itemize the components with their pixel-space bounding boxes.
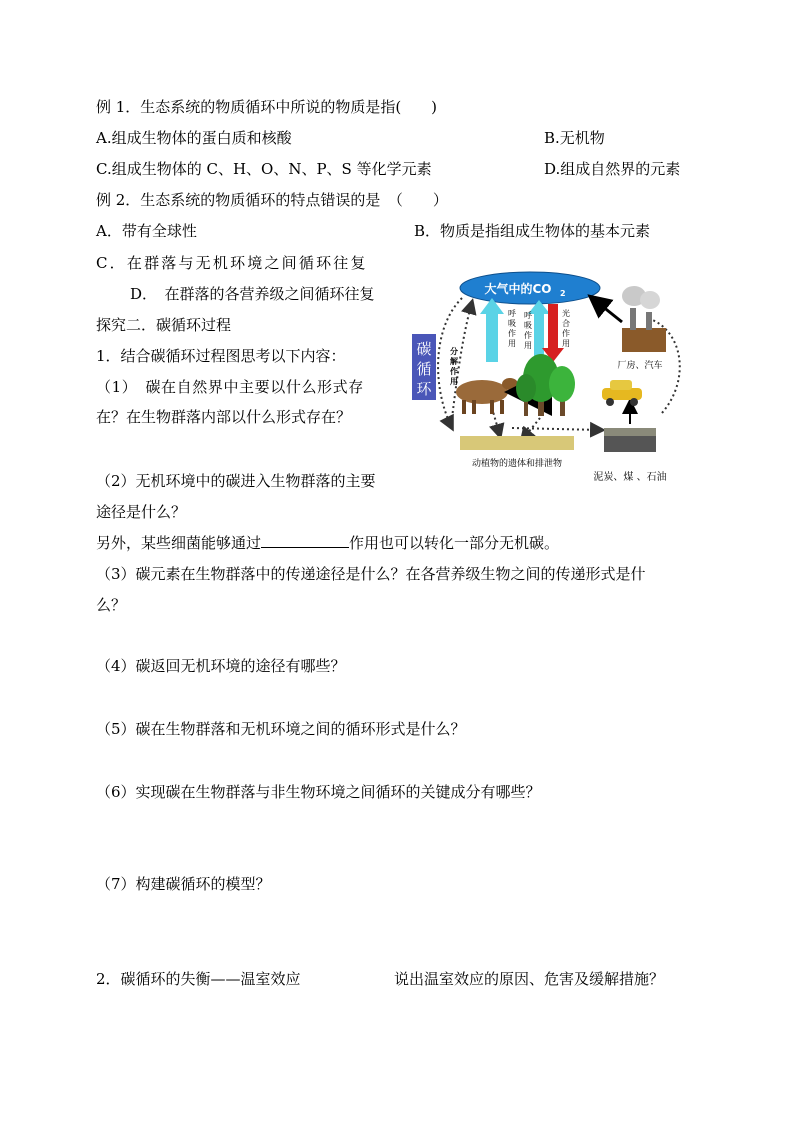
photosynthesis-arrow-shaft [548, 304, 558, 350]
carbon-cycle-diagram [412, 268, 700, 488]
respiration-char: 作 [508, 329, 516, 338]
example1-question: 例 1．生态系统的物质循环中所说的物质是指( ) [96, 98, 438, 116]
photosynthesis-char: 合 [562, 319, 570, 328]
respiration-char: 用 [508, 339, 516, 348]
atmosphere-label: 大气中的CO [484, 282, 552, 296]
fossil-label: 泥炭、煤 、石油 [593, 472, 667, 483]
section2-title: 探究二．碳循环过程 [96, 316, 232, 334]
side-title-char: 碳 [416, 340, 432, 358]
factory-car-label: 厂房、汽车 [617, 361, 663, 371]
side-title-char: 循 [416, 360, 432, 378]
q1-sub2-line1: （2）无机环境中的碳进入生物群落的主要 [96, 472, 376, 490]
example2-question: 例 2．生态系统的物质循环的特点错误的是 （ ） [96, 191, 448, 209]
example1-option-d: D.组成自然界的元素 [544, 160, 681, 178]
photosynthesis-char: 用 [562, 339, 570, 348]
q1-sub4: （4）碳返回无机环境的途径有哪些？ [96, 657, 346, 675]
q1-sub6: （6）实现碳在生物群落与非生物环境之间循环的关键成分有哪些？ [96, 783, 541, 801]
respiration-char: 吸 [508, 319, 516, 328]
remains-label: 动植物的遗体和排泄物 [471, 459, 563, 469]
car-icon [602, 380, 642, 406]
q1-sub1-line2: 在？在生物群落内部以什么形式存在？ [96, 408, 352, 426]
decomposition-char: 分 [450, 347, 458, 356]
q1-fill-line [96, 533, 559, 553]
remains-to-fossil-path [512, 428, 602, 430]
decomposition-char: 解 [450, 357, 458, 366]
factory-to-atmosphere-arrow [592, 298, 622, 322]
factory-icon [622, 286, 666, 352]
example2-option-c: C．在群落与无机环境之间循环往复 [96, 254, 368, 272]
fill-after-text: 作用也可以转化一部分无机碳。 [349, 534, 560, 552]
photosynthesis-char: 作 [562, 329, 570, 338]
respiration2-arrow-shaft [534, 312, 544, 358]
example1-option-a: A.组成生物体的蛋白质和核酸 [96, 129, 292, 147]
q1-intro: 1．结合碳循环过程图思考以下内容： [96, 347, 346, 365]
q1-sub3-line1: （3）碳元素在生物群落中的传递途径是什么？在各营养级生物之间的传递形式是什 [96, 565, 646, 583]
q1-sub3-line2: 么？ [96, 596, 127, 614]
respiration2-char: 呼 [524, 311, 532, 320]
decomposition-char: 用 [450, 377, 458, 386]
tree-icon [516, 354, 575, 416]
respiration2-char: 作 [524, 331, 532, 340]
decomposition-char: 作 [450, 367, 458, 376]
example2-option-d: D． 在群落的各营养级之间循环往复 [130, 285, 375, 303]
example1-option-c: C.组成生物体的 C、H、O、N、P、S 等化学元素 [96, 160, 432, 178]
fill-before-text: 另外，某些细菌能够通过 [96, 534, 262, 552]
example1-option-b: B.无机物 [544, 129, 605, 147]
respiration2-char: 用 [524, 341, 532, 350]
remains-strip [460, 436, 574, 450]
side-title-char: 环 [416, 380, 432, 398]
atmosphere-subscript: 2 [560, 289, 566, 298]
example2-option-a: A．带有全球性 [96, 222, 197, 240]
photosynthesis-char: 光 [562, 309, 570, 318]
q2-left: 2．碳循环的失衡——温室效应 [96, 970, 301, 988]
q1-sub1-line1: （1） 碳在自然界中主要以什么形式存 [96, 378, 364, 396]
respiration-arrow-shaft [486, 312, 498, 362]
carbon-cycle-svg [412, 268, 700, 488]
q1-sub7: （7）构建碳循环的模型？ [96, 875, 271, 893]
q2-right: 说出温室效应的原因、危害及缓解措施？ [394, 970, 665, 988]
q1-sub2-line2: 途径是什么？ [96, 503, 187, 521]
answer-blank[interactable] [261, 533, 349, 548]
respiration-char: 呼 [508, 309, 516, 318]
cow-icon [456, 378, 518, 414]
q1-sub5: （5）碳在生物群落和无机环境之间的循环形式是什么？ [96, 720, 466, 738]
respiration2-char: 吸 [524, 321, 532, 330]
example2-option-b: B．物质是指组成生物体的基本元素 [414, 222, 651, 240]
